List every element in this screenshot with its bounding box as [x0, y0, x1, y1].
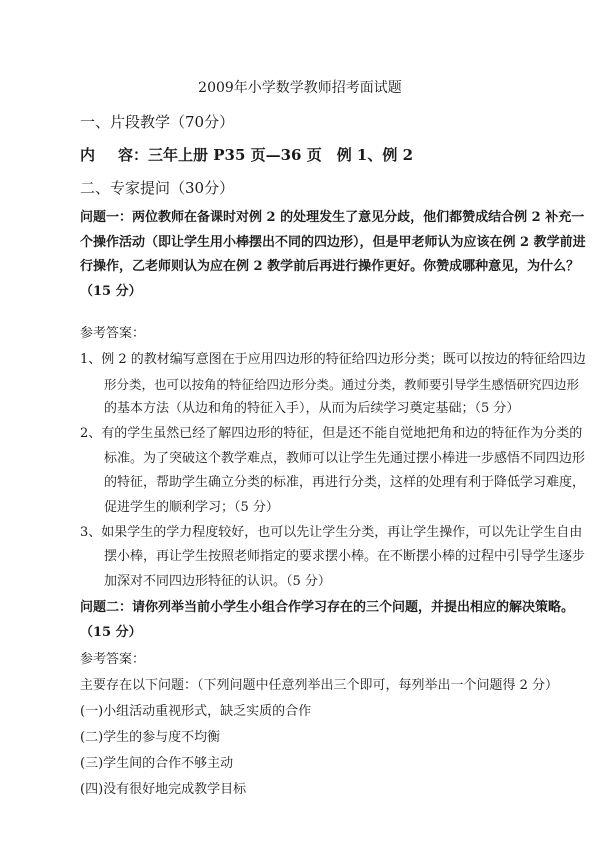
answer-2-item: (一)小组活动重视形式，缺乏实质的合作: [80, 704, 312, 719]
answer-2-intro: 主要存在以下问题：（下列问题中任意列举出三个即可，每列举出一个问题得 2 分）: [80, 678, 559, 693]
answer-line: 形分类，也可以按角的特征给四边形分类。通过分类，教师要引导学生感悟研究四边形: [104, 377, 580, 392]
answer-line: 3、如果学生的学力程度较好，也可以先让学生分类，再让学生操作，可以先让学生自由: [80, 525, 583, 540]
answer-line: 的基本方法（从边和角的特征入手），从而为后续学习奠定基础；（5 分）: [104, 401, 520, 416]
answer-2-item: (四)没有很好地完成教学目标: [80, 782, 247, 797]
question-2-line: 问题二：请你列举当前小学生小组合作学习存在的三个问题，并提出相应的解决策略。: [80, 600, 575, 615]
content-line: [80, 145, 413, 165]
question-2-line: （15 分）: [80, 625, 142, 640]
question-1-line: 个操作活动（即让学生用小棒摆出不同的四边形），但是甲老师认为应该在例 2 教学前进: [80, 235, 586, 250]
section-2-heading: 二、专家提问（30分）: [80, 179, 235, 197]
document-title: 2009年小学数学教师招考面试题: [198, 80, 402, 96]
answer-line: 促进学生的顺利学习；（5 分）: [104, 500, 279, 515]
content-label-a: 内: [80, 146, 96, 164]
answer-label-1: 参考答案：: [80, 326, 146, 341]
question-1-line: （15 分）: [80, 284, 142, 299]
answer-2-item: (二)学生的参与度不均衡: [80, 730, 221, 745]
answer-line: 标准。为了突破这个教学难点，教师可以让学生先通过摆小棒进一步感悟不同四边形: [104, 451, 586, 466]
answer-2-item: (三)学生间的合作不够主动: [80, 756, 234, 771]
content-label-b: 容：三年上册 P35 页—36 页 例 1、例 2: [118, 146, 414, 164]
section-1-heading: 一、片段教学（70分）: [80, 113, 235, 131]
question-1-line: 问题一：两位教师在备课时对例 2 的处理发生了意见分歧，他们都赞成结合例 2 补充一: [80, 210, 585, 225]
question-1-line: 行操作，乙老师则认为应在例 2 教学前后再进行操作更好。你赞成哪种意见，为什么？: [80, 259, 580, 274]
answer-line: 1、例 2 的教材编写意图在于应用四边形的特征给四边形分类；既可以按边的特征给四边: [80, 352, 586, 367]
answer-line: 的特征，帮助学生确立分类的标准，再进行分类，这样的处理有利于降低学习难度，: [104, 475, 586, 490]
answer-label-2: 参考答案：: [80, 652, 146, 667]
answer-line: 2、有的学生虽然已经了解四边形的特征，但是还不能自觉地把角和边的特征作为分类的: [80, 426, 583, 441]
answer-line: 加深对不同四边形特征的认识。（5 分）: [104, 574, 331, 589]
answer-line: 摆小棒，再让学生按照老师指定的要求摆小棒。在不断摆小棒的过程中引导学生逐步: [104, 549, 586, 564]
